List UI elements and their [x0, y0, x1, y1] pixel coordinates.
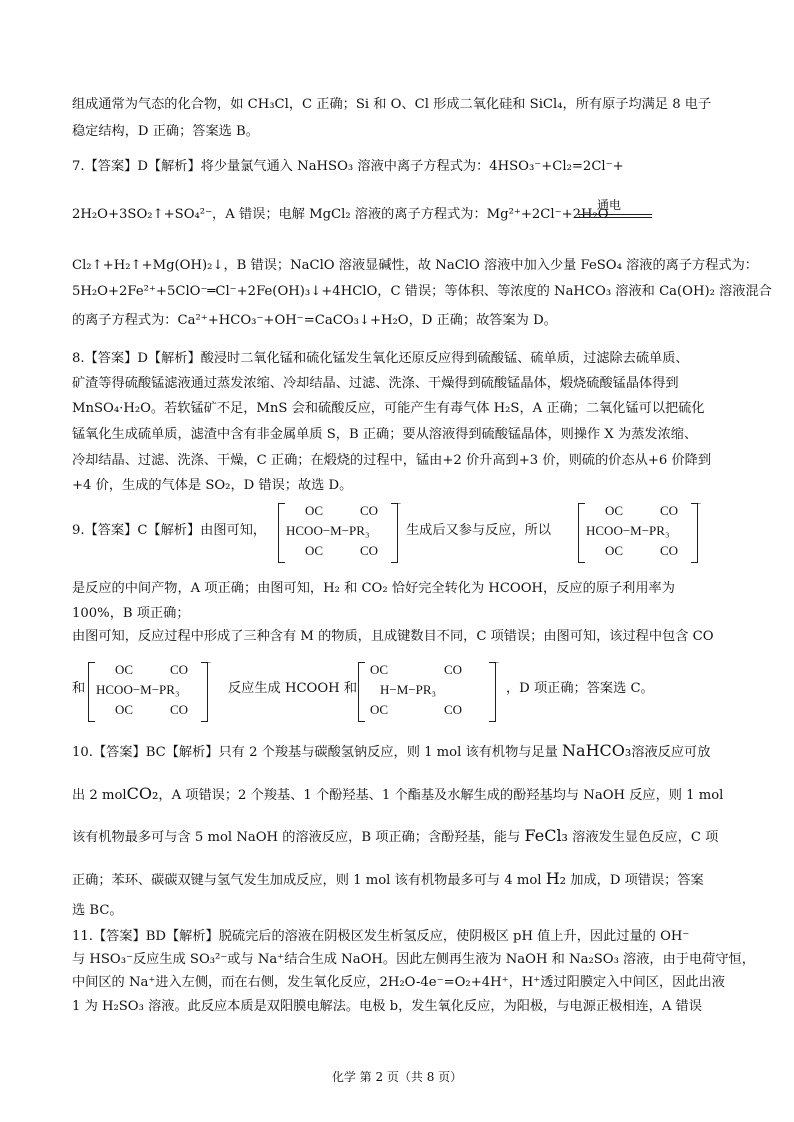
- complex-hcoo-m-pr3: OC CO HCOO−M−PR₃ OC CO ⁻: [88, 662, 208, 722]
- text-fragment: 生成后又参与反应，所以: [406, 523, 552, 538]
- text-line: MnSO₄·H₂O。若软锰矿不足，MnS 会和硫酸反应，可能产生有毒气体 H₂S，A 正确；二氧化锰可以把硫化: [72, 401, 705, 416]
- text-line: 冷却结晶、过滤、洗涤、干燥，C 正确；在煅烧的过程中，锰由+2 价升高到+3 价，则硫的价态从+6 价降到: [72, 453, 712, 468]
- electrolysis-label: 通电: [597, 198, 622, 212]
- text-line: 出 2 molCO₂，A 项错误；2 个羧基、1 个酚羟基、1 个酯基及水解生成的酚羟基均与 NaOH 反应，则 1 mol: [72, 784, 724, 803]
- text-line: 9.【答案】C【解析】由图可知，: [72, 523, 267, 538]
- complex-h-m-pr3: OC CO H−M−PR₃ OC CO ⁻: [358, 662, 496, 722]
- text-line: 5H₂O+2Fe²⁺+5ClO⁻═Cl⁻+2Fe(OH)₃↓+4HClO，C 错误；等体积、等浓度的 NaHCO₃ 溶液和 Ca(OH)₂ 溶液混合: [72, 284, 772, 299]
- text-line: 正确；苯环、碳碳双键与氢气发生加成反应，则 1 mol 该有机物最多可与 4 mol H₂ 加成，D 项错误；答案: [72, 869, 704, 888]
- text-line: 8.【答案】D【解析】酸浸时二氧化锰和硫化锰发生氧化还原反应得到硫酸锰、硫单质，过滤除去硫单质、: [72, 351, 689, 366]
- text-line: 锰氧化生成硫单质，滤渣中含有非金属单质 S，B 正确；要从溶液得到硫酸锰晶体，则操作 X 为蒸发浓缩、: [72, 427, 698, 442]
- text-line: 组成通常为气态的化合物，如 CH₃Cl，C 正确；Si 和 O、Cl 形成二氧化硅和 SiCl₄，所有原子均满足 8 电子: [72, 97, 712, 112]
- text-line: 由图可知，反应过程中形成了三种含有 M 的物质，且成键数目不同，C 项错误；由图可知，该过程中包含 CO: [72, 629, 714, 644]
- text-line: 2H₂O+3SO₂↑+SO₄²⁻，A 错误；电解 MgCl₂ 溶液的离子方程式为：Mg²⁺+2Cl⁻+2H₂O: [72, 207, 609, 222]
- text-line: 11.【答案】BD【解析】脱硫完后的溶液在阴极区发生析氢反应，使阴极区 pH 值上升，因此过量的 OH⁻: [72, 929, 690, 944]
- text-fragment: ，D 项正确；答案选 C。: [506, 681, 654, 696]
- text-fragment: 和: [72, 681, 86, 696]
- text-fragment: 反应生成 HCOOH 和: [228, 681, 358, 696]
- complex-hcoo-m-pr3: OC CO HCOO−M−PR₃ OC CO ⁻: [278, 503, 398, 563]
- text-line: +4 价，生成的气体是 SO₂，D 错误；故选 D。: [72, 478, 353, 493]
- text-line: 7.【答案】D【解析】将少量氯气通入 NaHSO₃ 溶液中离子方程式为：4HSO₃⁻+Cl₂=2Cl⁻+: [72, 159, 624, 174]
- text-line: 中间区的 Na⁺进入左侧，而在右侧，发生氧化反应，2H₂O-4e⁻=O₂+4H⁺，H⁺透过阳膜定入中间区，因此出液: [72, 975, 725, 990]
- text-line: 是反应的中间产物，A 项正确；由图可知，H₂ 和 CO₂ 恰好完全转化为 HCOOH，反应的原子利用率为: [72, 581, 675, 596]
- text-line: 100%，B 项正确；: [72, 606, 190, 621]
- text-line: 稳定结构，D 正确；答案选 B。: [72, 124, 259, 139]
- text-line: 1 为 H₂SO₃ 溶液。此反应本质是双阳膜电解法。电极 b，发生氧化反应，为阳极，与电源正极相连，A 错误: [72, 999, 702, 1014]
- page-footer: 化学 第 2 页（共 8 页）: [331, 1070, 463, 1084]
- text-line: 矿渣等得硫酸锰滤液通过蒸发浓缩、冷却结晶、过滤、洗涤、干燥得到硫酸锰晶体，煅烧硫酸锰晶体得到: [72, 376, 679, 391]
- text-line: 的离子方程式为：Ca²⁺+HCO₃⁻+OH⁻=CaCO₃↓+H₂O，D 正确；故答案为 D。: [72, 313, 557, 328]
- complex-hcoo-m-pr3: OC CO HCOO−M−PR₃ OC CO ⁻: [578, 503, 698, 563]
- text-line: 与 HSO₃⁻反应生成 SO₃²⁻或与 Na⁺结合生成 NaOH。因此左侧再生液为 NaOH 和 Na₂SO₃ 溶液，由于电荷守恒，: [72, 952, 755, 967]
- text-line: 选 BC。: [72, 903, 123, 918]
- equals-sign: [578, 214, 652, 218]
- text-line: 该有机物最多可与含 5 mol NaOH 的溶液反应，B 项正确；含酚羟基，能与 FeCl₃ 溶液发生显色反应，C 项: [72, 826, 719, 845]
- text-line: 10.【答案】BC【解析】只有 2 个羧基与碳酸氢钠反应，则 1 mol 该有机物与足量 NaHCO₃溶液反应可放: [72, 741, 711, 760]
- text-line: Cl₂↑+H₂↑+Mg(OH)₂↓，B 错误；NaClO 溶液显碱性，故 NaClO 溶液中加入少量 FeSO₄ 溶液的离子方程式为：: [72, 258, 758, 273]
